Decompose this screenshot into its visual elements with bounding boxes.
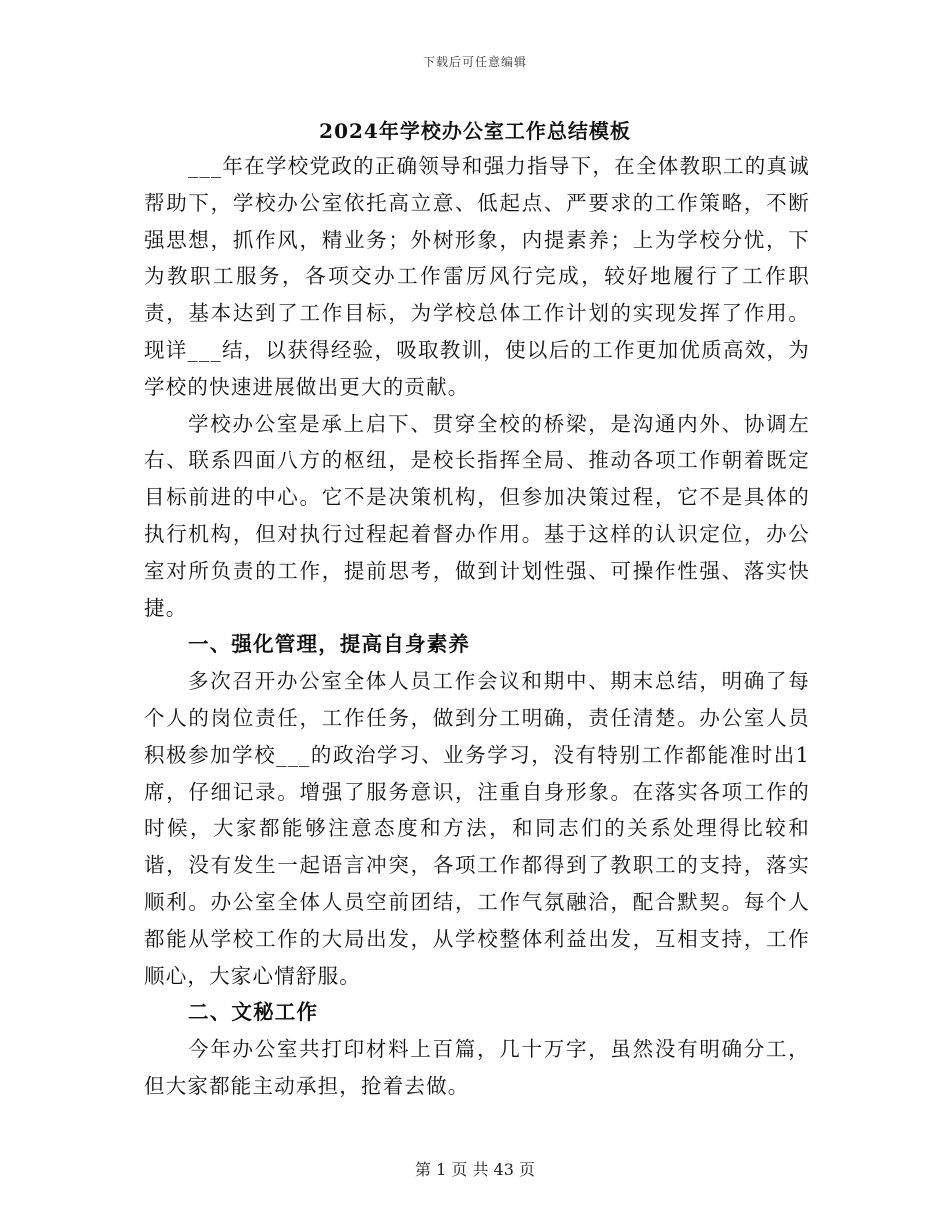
paragraph-office-role: 学校办公室是承上启下、贯穿全校的桥梁，是沟通内外、协调左右、联系四面八方的枢纽，是校长指挥全局、推动各项工作朝着既定目标前进的中心。它不是决策机构，但参加决策过程，它不是具体的执行机构，但对执行过程起着督办作用。基于这样的认识定位，办公室对所负责的工作，提前思考，做到计划性强、可操作性强、落实快捷。 bbox=[144, 411, 810, 620]
page-footer: 第 1 页 共 43 页 bbox=[415, 1160, 535, 1179]
paragraph-secretarial: 今年办公室共打印材料上百篇，几十万字，虽然没有明确分工，但大家都能主动承担，抢着去做。 bbox=[144, 1037, 810, 1098]
section-heading-management: 一、强化管理，提高自身素养 bbox=[188, 632, 471, 657]
paragraph-management: 多次召开办公室全体人员工作会议和期中、期末总结，明确了每个人的岗位责任，工作任务，做到分工明确，责任清楚。办公室人员积极参加学校___的政治学习、业务学习，没有特别工作都能准时出1席，仔细记录。增强了服务意识，注重自身形象。在落实各项工作的时候，大家都能够注意态度和方法，和同志们的关系处理得比较和谐，没有发生一起语言冲突，各项工作都得到了教职工的支持，落实顺利。办公室全体人员空前团结，工作气氛融洽，配合默契。每个人都能从学校工作的大局出发，从学校整体利益出发，互相支持，工作顺心，大家心情舒服。 bbox=[144, 669, 810, 988]
header-note: 下载后可任意编辑 bbox=[422, 55, 527, 69]
paragraph-intro: ___年在学校党政的正确领导和强力指导下，在全体教职工的真诚帮助下，学校办公室依托高立意、低起点、严要求的工作策略，不断强思想，抓作风，精业务；外树形象，内提素养；上为学校分忧，下为教职工服务，各项交办工作雷厉风行完成，较好地履行了工作职责，基本达到了工作目标，为学校总体工作计划的实现发挥了作用。现详___结，以获得经验，吸取教训，使以后的工作更加优质高效，为学校的快速进展做出更大的贡献。 bbox=[144, 154, 810, 399]
section-heading-secretarial: 二、文秘工作 bbox=[188, 1000, 319, 1025]
document-title: 2024年学校办公室工作总结模板 bbox=[319, 119, 631, 143]
document-body bbox=[144, 148, 810, 1105]
